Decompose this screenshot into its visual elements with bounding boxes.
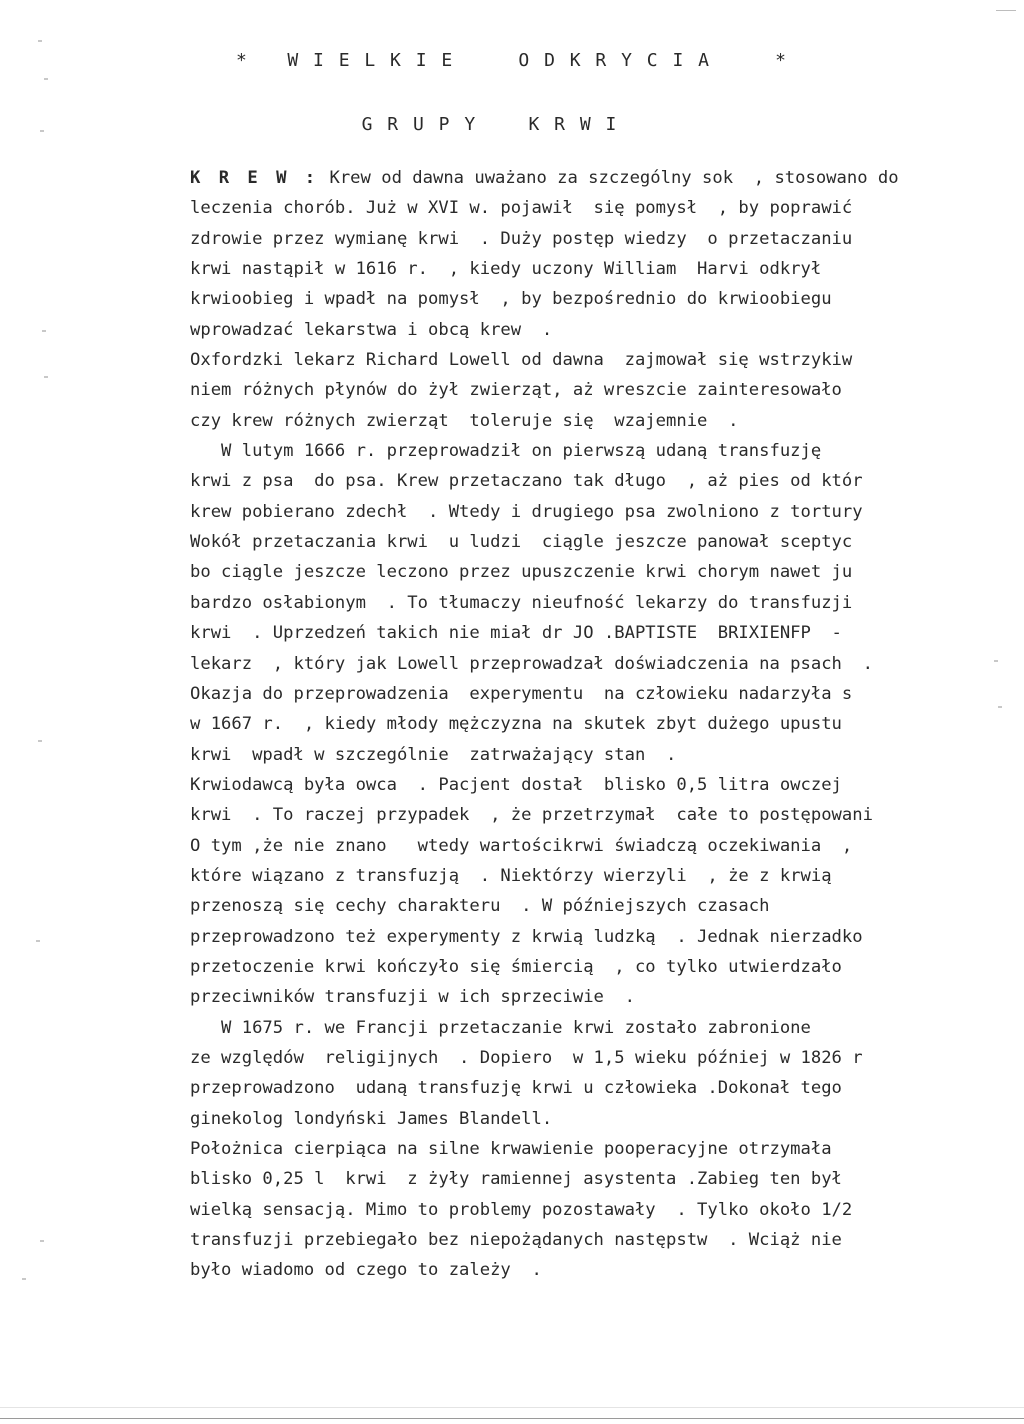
text-line: bardzo osłabionym . To tłumaczy nieufność lekarzy do transfuzji <box>190 592 853 613</box>
text-line: czy krew różnych zwierząt toleruje się wzajemnie . <box>190 410 739 431</box>
text-line: W lutym 1666 r. przeprowadził on pierwszą udaną transfuzję <box>190 441 822 462</box>
document-title: * W I E L K I E O D K R Y C I A * <box>236 50 788 71</box>
text-line: przenoszą się cechy charakteru . W późniejszych czasach <box>190 896 770 917</box>
page-bottom-edge-light <box>0 1407 1024 1408</box>
scan-speck <box>40 1240 44 1242</box>
text-line: bo ciągle jeszcze leczono przez upuszczenie krwi chorym nawet ju <box>190 562 853 583</box>
text-line: przetoczenie krwi kończyło się śmiercią , co tylko utwierdzało <box>190 956 842 977</box>
text-line: Okazja do przeprowadzenia experymentu na człowieku nadarzyła s <box>190 683 853 704</box>
text-line: transfuzji przebiegało bez niepożądanych następstw . Wciąż nie <box>190 1230 842 1251</box>
scan-speck <box>38 740 42 742</box>
scan-speck <box>36 940 40 942</box>
page-edge-mark <box>996 0 1016 11</box>
scan-speck <box>44 376 48 378</box>
document-body <box>190 163 980 1286</box>
text-line: krew pobierano zdechł . Wtedy i drugiego psa zwolniono z tortury <box>190 501 863 522</box>
text-line-content: Krew od dawna uważano za szczególny sok , stosowano do <box>319 168 899 188</box>
text-line: krwioobieg i wpadł na pomysł , by bezpośrednio do krwioobiegu <box>190 289 832 310</box>
text-line: które wiązano z transfuzją . Niektórzy wierzyli , że z krwią <box>190 865 832 886</box>
text-line: przeprowadzono też experymenty z krwią ludzką . Jednak nierzadko <box>190 926 863 947</box>
lead-word: K R E W : <box>190 168 320 188</box>
scan-speck <box>22 1278 26 1280</box>
scan-speck <box>40 130 44 132</box>
text-line: Wokół przetaczania krwi u ludzi ciągle jeszcze panował sceptyc <box>190 532 853 553</box>
text-line: krwi nastąpił w 1616 r. , kiedy uczony William Harvi odkrył <box>190 259 822 280</box>
text-line: ze względów religijnych . Dopiero w 1,5 wieku później w 1826 r <box>190 1047 863 1068</box>
scan-speck <box>38 40 42 42</box>
text-line: Położnica cierpiąca na silne krwawienie pooperacyjne otrzymała <box>190 1139 832 1159</box>
text-line: leczenia chorób. Już w XVI w. pojawił się pomysł , by poprawić <box>190 198 853 219</box>
text-line: było wiadomo od czego to zależy . <box>190 1260 542 1281</box>
text-line: ginekolog londyński James Blandell. <box>190 1108 553 1129</box>
text-line: krwi z psa do psa. Krew przetaczano tak długo , aż pies od któr <box>190 471 863 492</box>
scan-speck <box>44 78 48 80</box>
text-line: Krwiodawcą była owca . Pacjent dostał blisko 0,5 litra owczej <box>190 774 842 795</box>
scan-speck <box>994 660 998 662</box>
text-line: Oxfordzki lekarz Richard Lowell od dawna zajmował się wstrzykiw <box>190 350 853 371</box>
text-line: blisko 0,25 l krwi z żyły ramiennej asystenta .Zabieg ten był <box>190 1169 842 1190</box>
text-line: wielką sensacją. Mimo to problemy pozostawały . Tylko około 1/2 <box>190 1199 853 1220</box>
text-line: O tym ,że nie znano wtedy wartościkrwi świadczą oczekiwania , <box>190 835 853 856</box>
text-line: wprowadzać lekarstwa i obcą krew . <box>190 319 553 340</box>
text-line: przeprowadzono udaną transfuzję krwi u człowieka .Dokonał tego <box>190 1078 842 1099</box>
text-line: krwi . Uprzedzeń takich nie miał dr JO .BAPTISTE BRIXIENFP - <box>190 623 842 644</box>
scan-speck <box>42 330 46 332</box>
text-line: przeciwników transfuzji w ich sprzeciwie . <box>190 987 635 1008</box>
text-line: krwi wpadł w szczególnie zatrważający stan . <box>190 744 677 765</box>
text-line: W 1675 r. we Francji przetaczanie krwi zostało zabronione <box>190 1017 811 1038</box>
text-line: niem różnych płynów do żył zwierząt, aż wreszcie zainteresowało <box>190 380 842 401</box>
scan-speck <box>998 706 1002 708</box>
text-line: krwi . To raczej przypadek , że przetrzymał całe to postępowani <box>190 805 873 826</box>
text-line: w 1667 r. , kiedy młody mężczyzna na skutek zbyt dużego upustu <box>190 714 842 735</box>
text-line: zdrowie przez wymianę krwi . Duży postęp wiedzy o przetaczaniu <box>190 228 853 249</box>
text-line <box>190 163 980 193</box>
document-subtitle: G R U P Y K R W I <box>361 114 619 135</box>
text-line: lekarz , który jak Lowell przeprowadzał doświadczenia na psach . <box>190 653 873 674</box>
page-bottom-edge <box>0 1418 1024 1419</box>
